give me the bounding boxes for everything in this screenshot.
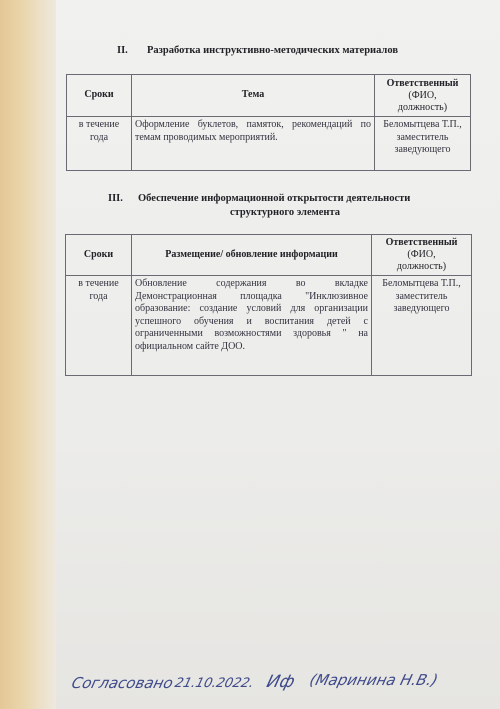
table-row <box>66 276 472 376</box>
section-2-table <box>66 74 471 171</box>
header-responsible-sub2: должность) <box>397 101 448 113</box>
header-responsible-sub1: (ФИО, <box>408 89 437 101</box>
header-topic: Тема <box>132 75 375 117</box>
section-3-title-line2: структурного элемента <box>229 207 341 218</box>
handwritten-approval <box>69 668 472 702</box>
page-edge <box>0 0 58 709</box>
table-header-row <box>67 75 471 117</box>
responsible-name: Беломытцева Т.П., <box>383 119 462 130</box>
header-terms: Сроки <box>66 235 132 276</box>
header-responsible <box>372 235 472 276</box>
header-responsible-main: Ответственный <box>386 77 459 89</box>
header-terms: Сроки <box>67 75 132 117</box>
cell-responsible <box>375 117 471 171</box>
cell-terms: в течение года <box>67 117 132 171</box>
approval-signature: Иф <box>264 672 297 692</box>
header-topic: Размещение/ обновление информации <box>132 235 372 276</box>
responsible-name: Беломытцева Т.П., <box>382 278 461 289</box>
section-3-heading <box>108 193 468 223</box>
cell-topic: Оформление буклетов, памяток, рекомендаций по темам проводимых мероприятий. <box>132 117 375 171</box>
approval-name: (Маринина Н.В.) <box>307 671 440 689</box>
section-2-heading <box>117 45 477 59</box>
cell-responsible <box>372 276 472 376</box>
header-responsible-sub2: должность) <box>396 261 447 272</box>
table-row <box>67 117 471 171</box>
approval-word: Согласовано <box>69 674 176 692</box>
paper-sheet <box>56 0 500 709</box>
responsible-position: заместитель заведующего <box>393 290 450 314</box>
section-3-table <box>65 234 472 376</box>
section-2-title: Разработка инструктивно-методических материалов <box>147 45 398 56</box>
approval-date: 21.10.2022. <box>173 676 256 691</box>
responsible-position: заместитель заведующего <box>394 131 451 155</box>
table-header-row <box>66 235 472 276</box>
section-3-number: III. <box>108 193 123 204</box>
cell-topic: Обновление содержания во вкладке Демонстрационная площадка "Инклюзивное образование: создание условий для организации успешного обучения и воспитания детей с ограниченными возможностями здоровья " на официальном сайте ДОО. <box>132 276 372 376</box>
section-2-number: II. <box>117 45 128 56</box>
section-3-title-line1: Обеспечение информационной открытости деятельности <box>138 193 411 204</box>
cell-terms: в течение года <box>66 276 132 376</box>
header-responsible-main: Ответственный <box>385 237 458 248</box>
header-responsible-sub1: (ФИО, <box>407 249 436 260</box>
header-responsible <box>375 75 471 117</box>
